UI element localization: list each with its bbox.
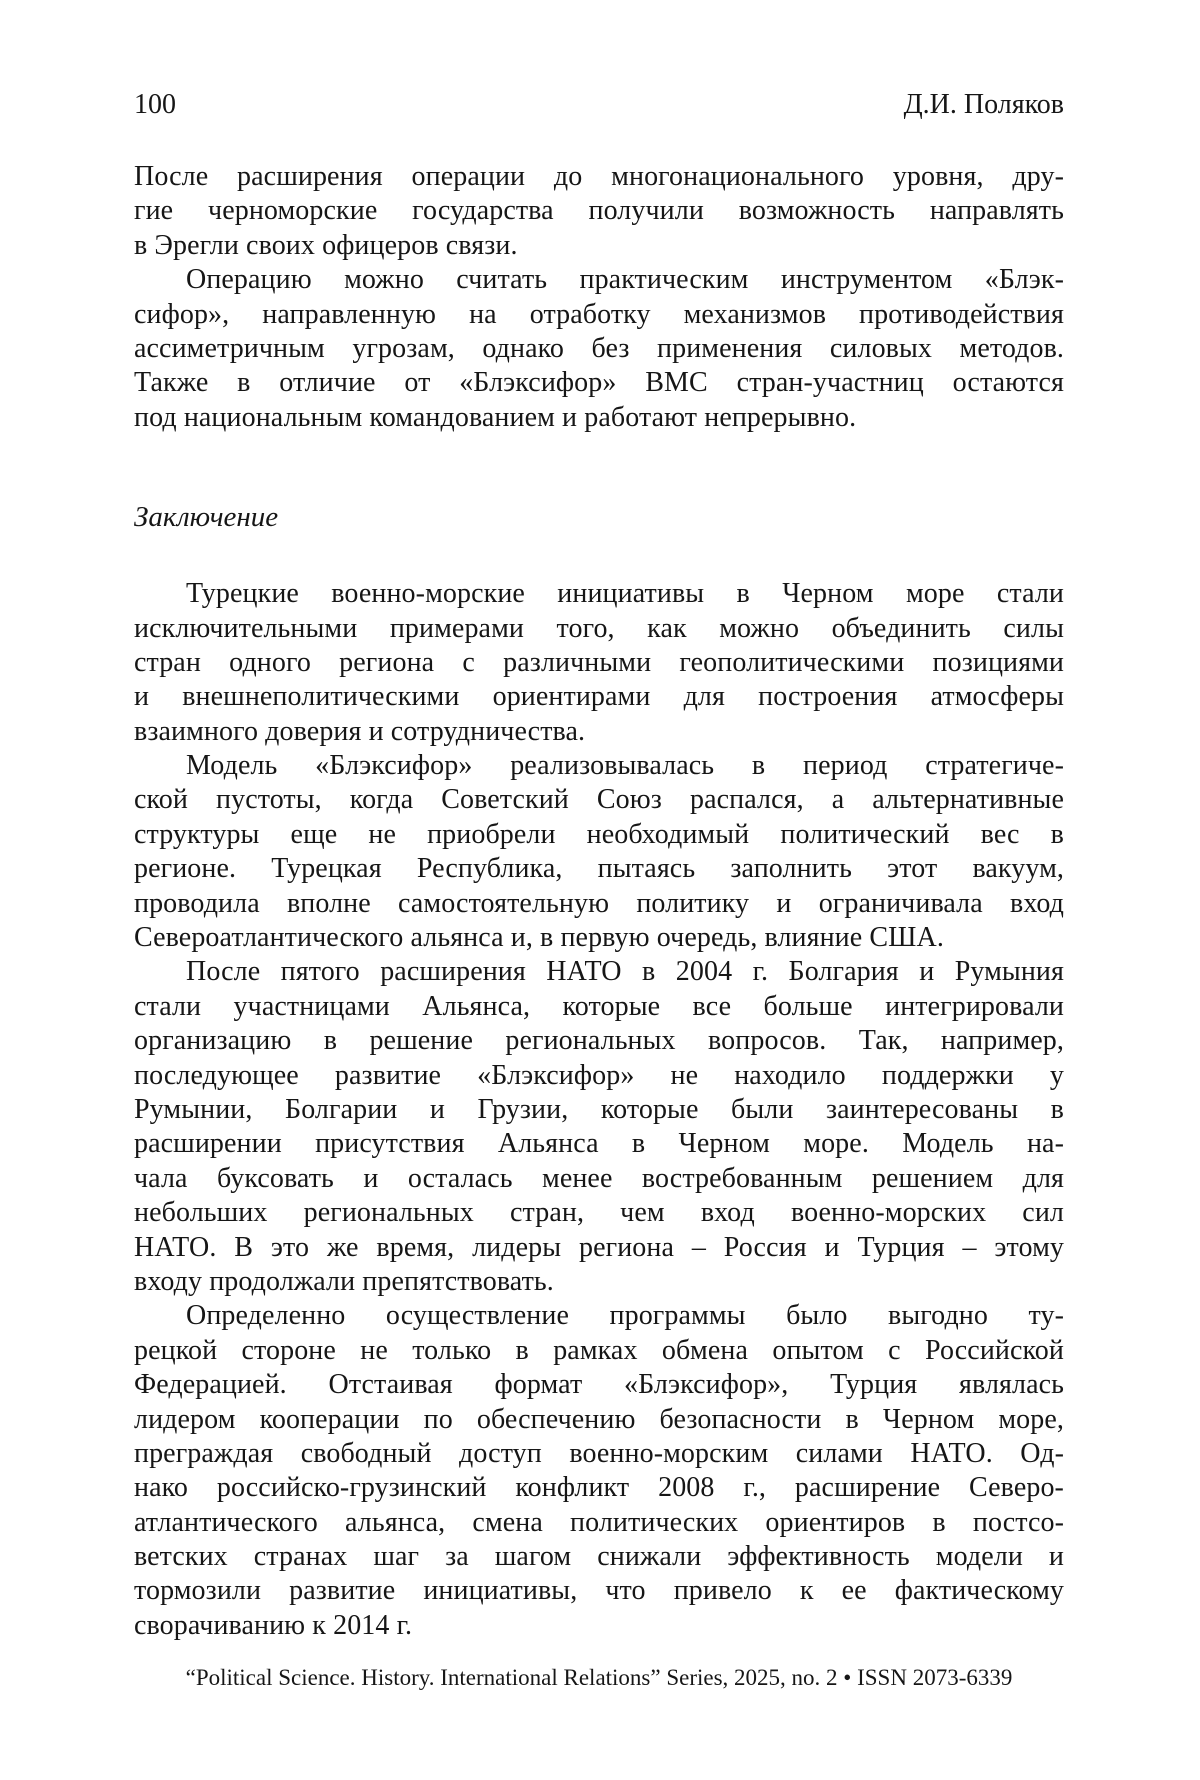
paragraph-line: чала буксовать и осталась менее востребованным решением для [134, 1162, 1064, 1194]
paragraph-line: лидером кооперации по обеспечению безопасности в Черном море, [134, 1403, 1064, 1435]
paragraph-line: расширении присутствия Альянса в Черном море. Модель на- [134, 1128, 1064, 1160]
content [134, 160, 1064, 1643]
paragraph-line: Федерацией. Отстаивая формат «Блэксифор», Турция являлась [134, 1369, 1064, 1401]
author-name: Д.И. Поляков [903, 89, 1064, 120]
paragraph-line: структуры еще не приобрели необходимый политический вес в [134, 818, 1064, 850]
body-paragraph [134, 160, 1064, 263]
paragraph-line: сифор», направленную на отработку механизмов противодействия [134, 298, 1064, 330]
paragraph-line: Модель «Блэксифор» реализовывалась в период стратегиче- [186, 750, 1064, 782]
paragraph-line: тормозили развитие инициативы, что привело к ее фактическому [134, 1575, 1064, 1607]
paragraph-line: атлантического альянса, смена политических ориентиров в постсо- [134, 1506, 1064, 1538]
journal-footer: “Political Science. History. International Relations” Series, 2025, no. 2 • ISSN 2073-6339 [185, 1665, 1013, 1690]
paragraph-line: в Эрегли своих офицеров связи. [134, 229, 518, 261]
paragraph-line: взаимного доверия и сотрудничества. [134, 715, 586, 747]
paragraph-line: организацию в решение региональных вопросов. Так, например, [134, 1025, 1064, 1057]
paragraph-line: последующее развитие «Блэксифор» не находило поддержки у [134, 1059, 1064, 1091]
paragraph-line: Румынии, Болгарии и Грузии, которые были заинтересованы в [134, 1093, 1064, 1125]
paragraph-line: НАТО. В это же время, лидеры региона – Россия и Турция – этому [134, 1231, 1064, 1263]
paragraph-line: Операцию можно считать практическим инструментом «Блэк- [186, 264, 1064, 296]
paragraph-line: стали участницами Альянса, которые все больше интегрировали [134, 990, 1064, 1022]
paragraph-line: преграждая свободный доступ военно-морским силами НАТО. Од- [134, 1437, 1064, 1469]
page-header [134, 0, 1064, 122]
paragraph-line: ской пустоты, когда Советский Союз распался, а альтернативные [134, 784, 1064, 816]
paragraph-line: ветских странах шаг за шагом снижали эффективность модели и [134, 1541, 1064, 1573]
body-paragraph [134, 263, 1064, 435]
paragraph-line: гие черноморские государства получили возможность направлять [134, 195, 1064, 227]
paragraph-line: нако российско-грузинский конфликт 2008 г., расширение Северо- [134, 1472, 1064, 1504]
paragraph-line: входу продолжали препятствовать. [134, 1265, 554, 1297]
paragraph-line: Североатлантического альянса и, в первую очередь, влияние США. [134, 922, 944, 954]
paragraph-line: проводила вполне самостоятельную политику и ограничивала вход [134, 887, 1064, 919]
body-paragraph [134, 749, 1064, 955]
paragraph-line: под национальным командованием и работают непрерывно. [134, 401, 857, 433]
paragraph-line: После пятого расширения НАТО в 2004 г. Болгария и Румыния [186, 956, 1064, 988]
paragraph-line: Также в отличие от «Блэксифор» ВМС стран-участниц остаются [134, 367, 1064, 399]
page-number: 100 [134, 89, 176, 120]
body-paragraph [134, 1299, 1064, 1643]
paragraph-line: Турецкие военно-морские инициативы в Черном море стали [186, 578, 1064, 610]
paragraph-line: исключительными примерами того, как можно объединить силы [134, 612, 1064, 644]
paragraph-line: и внешнеполитическими ориентирами для построения атмосферы [134, 681, 1064, 713]
paragraph-line: рецкой стороне не только в рамках обмена опытом с Российской [134, 1334, 1064, 1366]
body-paragraph [134, 577, 1064, 749]
paragraph-line: Определенно осуществление программы было выгодно ту- [186, 1300, 1064, 1332]
section-heading: Заключение [134, 501, 279, 534]
paragraph-line: ассиметричным угрозам, однако без применения силовых методов. [134, 332, 1064, 364]
paragraph-line: сворачиванию к 2014 г. [134, 1609, 413, 1641]
paragraph-line: После расширения операции до многонационального уровня, дру- [134, 161, 1064, 192]
paragraph-line: регионе. Турецкая Республика, пытаясь заполнить этот вакуум, [134, 853, 1064, 885]
paragraph-line: стран одного региона с различными геополитическими позициями [134, 646, 1064, 678]
paragraph-line: небольших региональных стран, чем вход военно-морских сил [134, 1197, 1064, 1229]
body-paragraph [134, 955, 1064, 1299]
